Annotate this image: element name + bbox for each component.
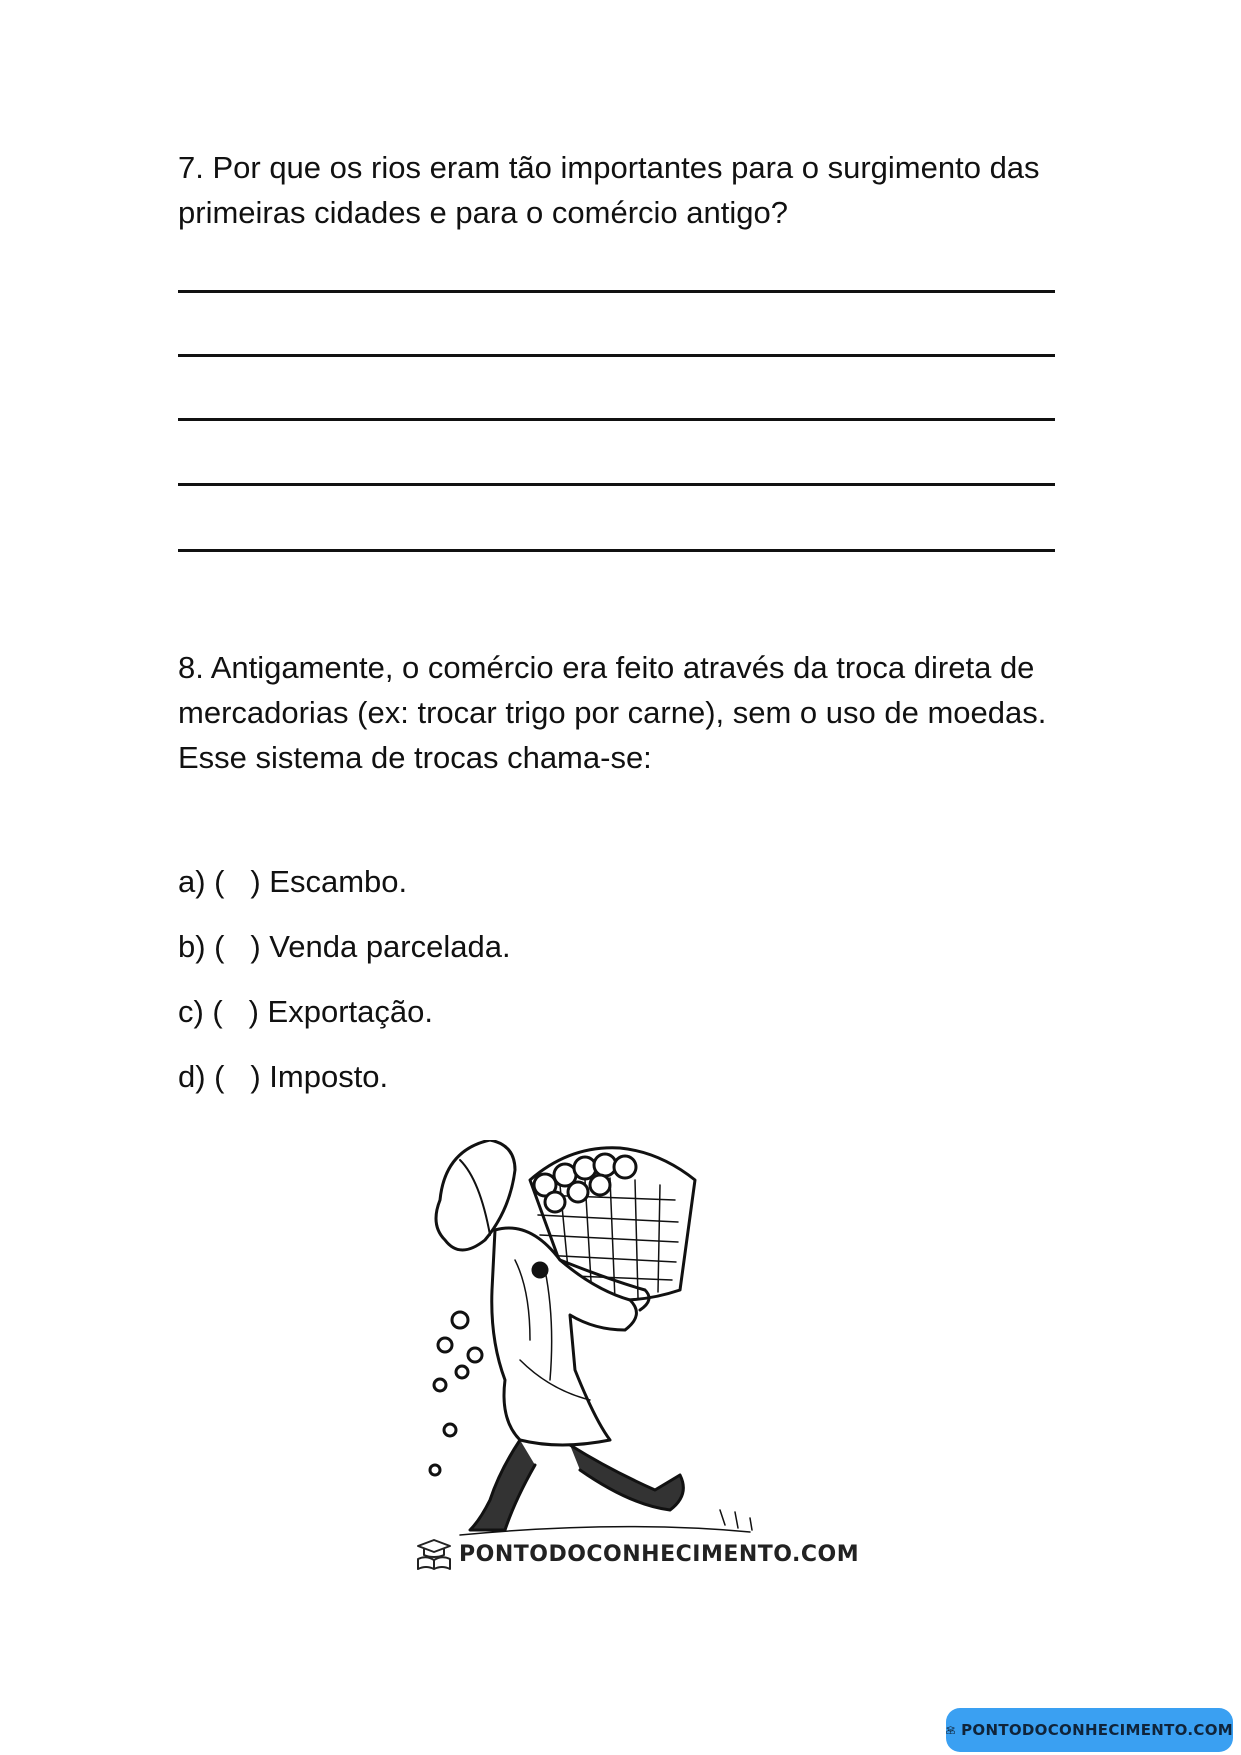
graduation-book-icon	[946, 1718, 955, 1742]
option-d[interactable]: d) ( ) Imposto.	[178, 1059, 389, 1094]
question-7-text: 7. Por que os rios eram tão importantes para o surgimento das primeiras cidades e para o comércio antigo?	[178, 150, 1040, 230]
footer-brand-text: PONTODOCONHECIMENTO.COM	[961, 1721, 1233, 1739]
answer-line[interactable]	[178, 549, 1055, 552]
option-b[interactable]: b) ( ) Venda parcelada.	[178, 929, 511, 964]
option-c[interactable]: c) ( ) Exportação.	[178, 994, 433, 1029]
answer-line[interactable]	[178, 418, 1055, 421]
brand-logo-text: PONTODOCONHECIMENTO.COM	[459, 1541, 860, 1567]
answer-line[interactable]	[178, 354, 1055, 357]
farmer-carrying-basket-icon	[420, 1140, 840, 1540]
graduation-book-icon	[415, 1537, 453, 1571]
brand-logo	[415, 1534, 859, 1574]
answer-line[interactable]	[178, 483, 1055, 486]
question-8-text: 8. Antigamente, o comércio era feito através da troca direta de mercadorias (ex: trocar trigo por carne), sem o uso de moedas. Esse sistema de trocas chama-se:	[178, 650, 1047, 775]
option-a[interactable]: a) ( ) Escambo.	[178, 864, 408, 899]
footer-brand-badge[interactable]	[946, 1708, 1233, 1752]
answer-line[interactable]	[178, 290, 1055, 293]
